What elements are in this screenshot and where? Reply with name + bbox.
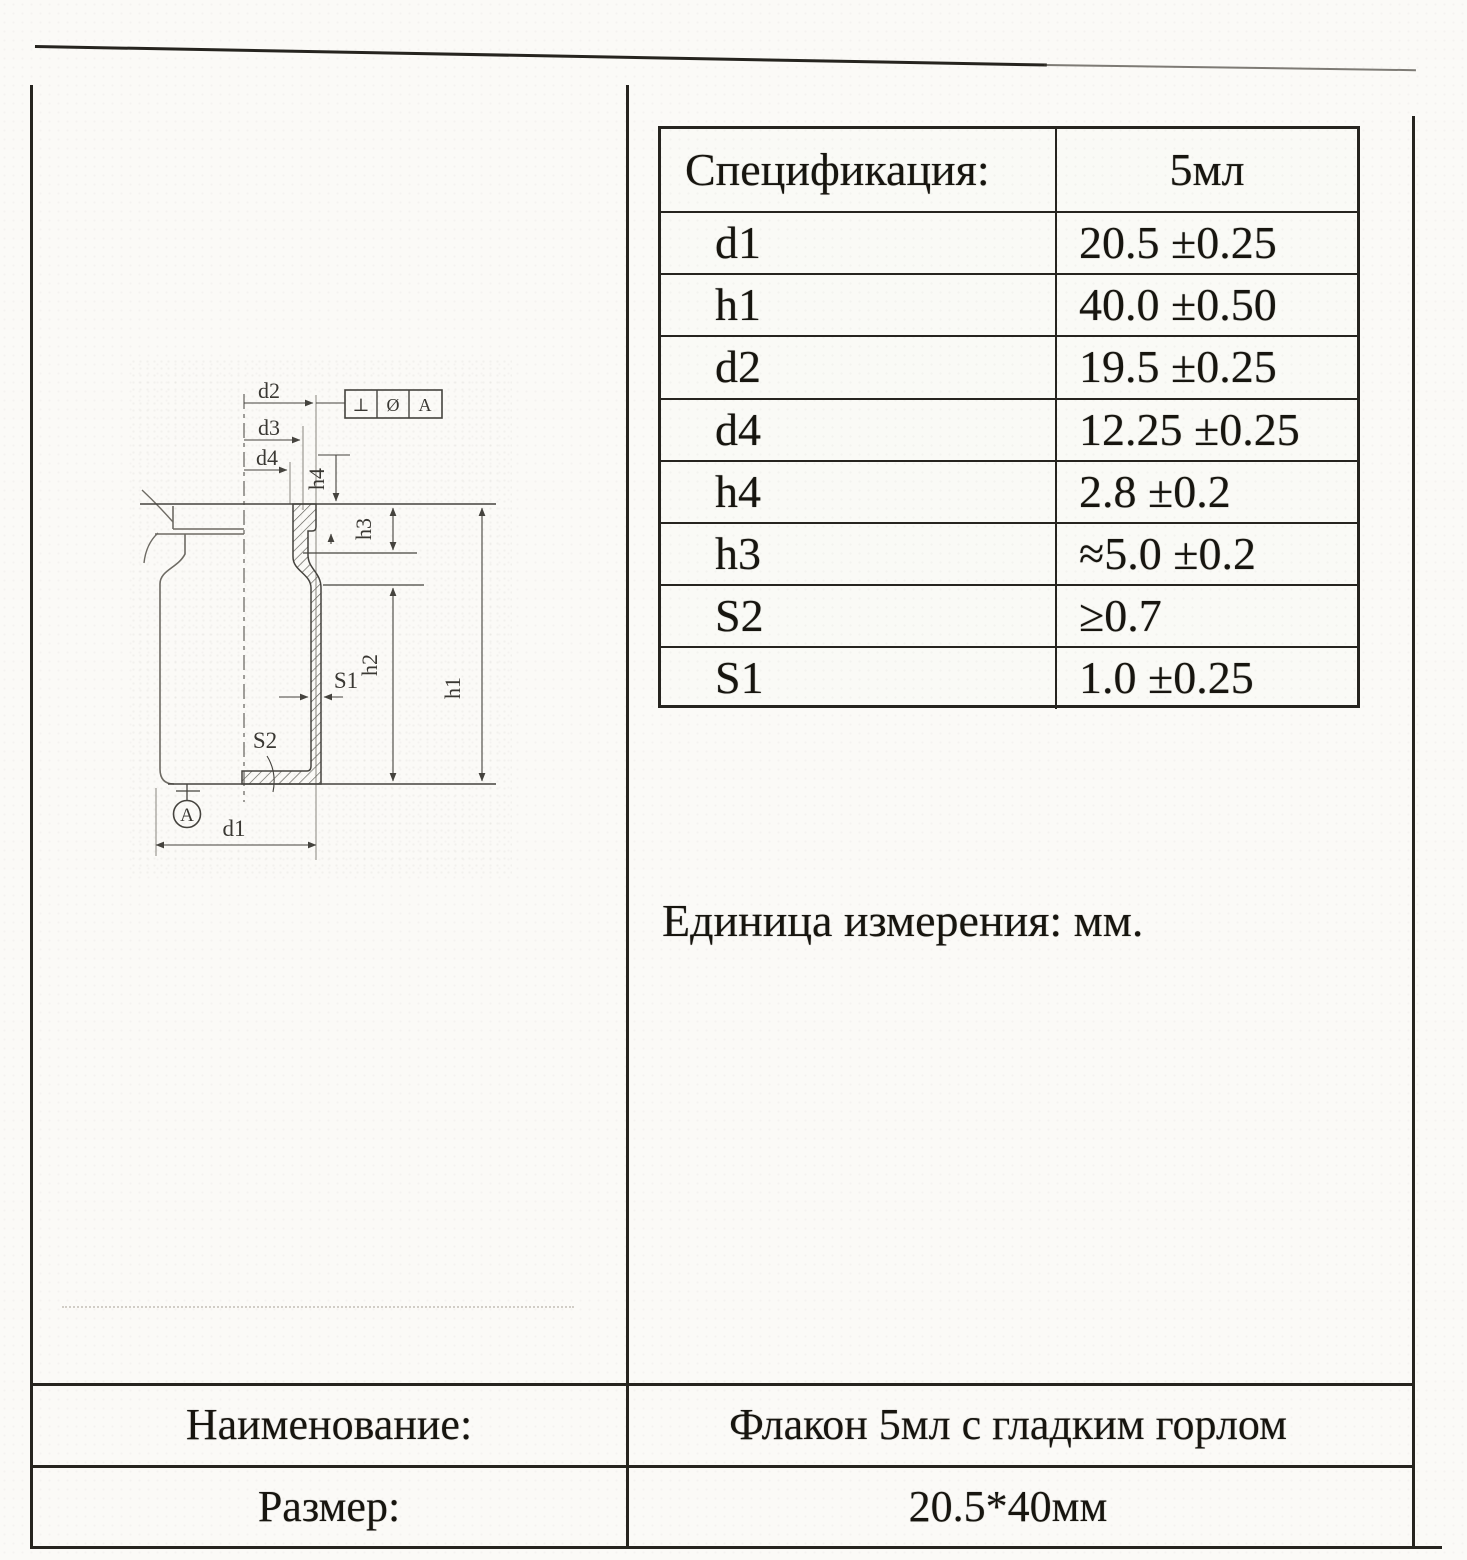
h2-label: h2	[357, 654, 382, 676]
unit-note: Единица измерения: мм.	[662, 895, 1144, 946]
datum-a-stub	[176, 784, 200, 800]
footer-name-label: Наименование:	[185, 1400, 473, 1449]
spec-row-label-h3: h3	[661, 522, 1055, 584]
spec-row-value-s1: 1.0 ±0.25	[1055, 646, 1357, 708]
spec-row-value-d1: 20.5 ±0.25	[1055, 211, 1357, 273]
vial-technical-drawing	[130, 358, 512, 874]
h3-label: h3	[351, 518, 376, 540]
d2-label: d2	[258, 378, 280, 403]
vial-cross-section-svg	[130, 358, 512, 874]
spec-row-value-h1: 40.0 ±0.50	[1055, 273, 1357, 335]
spec-row-value-h4: 2.8 ±0.2	[1055, 460, 1357, 522]
spec-row-label-s1: S1	[661, 646, 1055, 708]
spec-row-value-s2: ≥0.7	[1055, 584, 1357, 646]
spec-row-label-h4: h4	[661, 460, 1055, 522]
spec-row-value-d4: 12.25 ±0.25	[1055, 398, 1357, 460]
page-top-border-faint	[1044, 64, 1416, 71]
datum-frame-perpendicularity-symbol: ⊥	[352, 395, 370, 415]
datum-frame-diameter-symbol: Ø	[386, 395, 400, 415]
spec-table-header-value: 5мл	[1055, 129, 1357, 211]
footer-bottom-rule	[30, 1546, 1442, 1549]
leader-curve-upper	[142, 490, 173, 522]
spec-row-label-h1: h1	[661, 273, 1055, 335]
footer-size-value: 20.5*40мм	[908, 1481, 1108, 1531]
s2-label: S2	[252, 728, 278, 753]
footer-size-label: Размер:	[257, 1481, 401, 1531]
spec-row-label-d4: d4	[661, 398, 1055, 460]
spec-row-value-h3: ≈5.0 ±0.2	[1055, 522, 1357, 584]
spec-row-label-s2: S2	[661, 584, 1055, 646]
page-top-border	[35, 45, 1047, 66]
page-right-border	[1412, 116, 1415, 1548]
s1-label: S1	[333, 668, 359, 693]
d1-label: d1	[222, 816, 246, 841]
spec-table-header-label: Спецификация:	[685, 144, 990, 195]
h1-label: h1	[440, 677, 465, 699]
column-divider	[626, 85, 629, 1548]
page-left-border	[30, 85, 33, 1548]
datum-frame-datum-letter: A	[418, 395, 432, 415]
d4-label: d4	[256, 445, 278, 470]
footer-name-value: Флакон 5мл с гладким горлом	[729, 1400, 1287, 1449]
datum-a-letter: A	[180, 805, 194, 826]
h4-label: h4	[304, 468, 329, 490]
spec-table	[658, 126, 1360, 708]
spec-row-label-d1: d1	[661, 211, 1055, 273]
bottle-left-outline	[155, 506, 244, 784]
leader-curve-lower	[144, 533, 158, 563]
scan-artifact-dotted-line	[62, 1306, 574, 1308]
spec-row-value-d2: 19.5 ±0.25	[1055, 335, 1357, 397]
spec-row-label-d2: d2	[661, 335, 1055, 397]
d3-label: d3	[258, 415, 280, 440]
